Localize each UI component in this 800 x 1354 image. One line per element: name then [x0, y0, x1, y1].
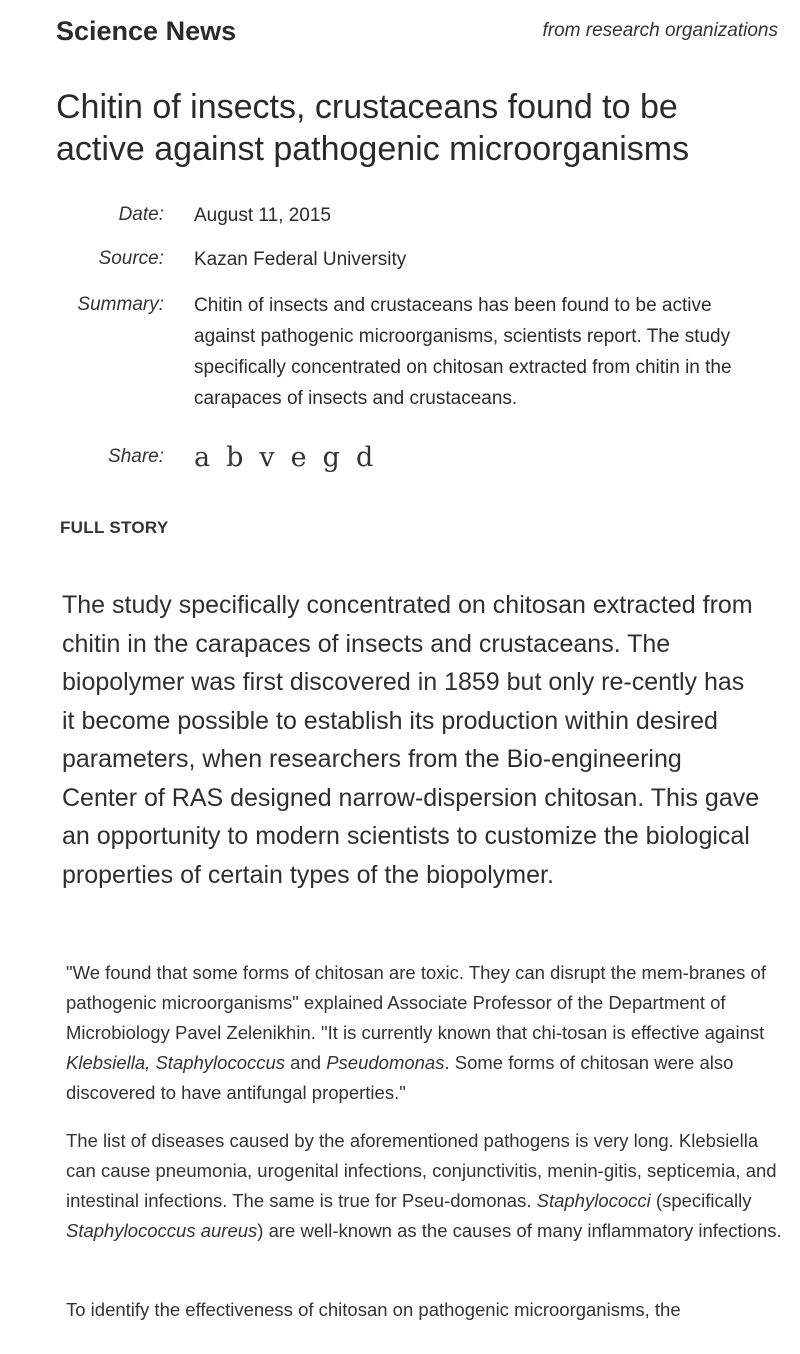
lead-paragraph: The study specifically concentrated on chitosan extracted from chitin in the carapaces of insects and crustaceans. The biopolymer was first discovered in 1859 but only re-cently has it become possible to establish its production within desired parameters, when researchers from the Bio-engineering Center of RAS designed narrow-dispersion chitosan. This gave an opportunity to modern scientists to customize the biological properties of certain types of the biopolymer. [62, 591, 760, 889]
source-label: Source: [98, 248, 164, 269]
share-d-icon[interactable]: d [355, 442, 374, 473]
p2-italic-staph-aureus: Staphylococcus aureus [66, 1220, 258, 1241]
date-label: Date: [118, 204, 164, 225]
site-brand[interactable]: Science News [56, 16, 237, 46]
source-value: Kazan Federal University [194, 249, 407, 270]
share-label: Share: [108, 446, 164, 467]
p2-text-c: ) are well-known as the causes of many inflammatory infections. [257, 1220, 782, 1241]
summary-label: Summary: [77, 294, 164, 315]
body-paragraph-2 [66, 1126, 782, 1246]
article-headline: Chitin of insects, crustaceans found to be active against pathogenic microorganisms [56, 88, 690, 168]
site-tagline: from research organizations [542, 20, 778, 41]
share-v-icon[interactable]: v [259, 442, 275, 473]
share-a-icon[interactable]: a [194, 442, 211, 473]
body-paragraph-3: To identify the effectiveness of chitosan on pathogenic microorganisms, the [66, 1299, 681, 1320]
p1-italic-genera: Klebsiella, Staphylococcus [66, 1052, 286, 1073]
share-e-icon[interactable]: e [290, 442, 307, 473]
share-b-icon[interactable]: b [226, 442, 244, 473]
summary-value: Chitin of insects and crustaceans has been found to be active against pathogenic microorganisms, scientists report. The study specifically concentrated on chitosan extracted from chitin in the carapaces of insects and crustaceans. [194, 295, 732, 409]
p2-text-a: The list of diseases caused by the aforementioned pathogens is very long. Klebsiella can cause pneumonia, urogenital infections, conjunctivitis, menin-gitis, septicemia, and intestinal infections. The same is true for Pseu-domonas. [66, 1130, 777, 1211]
share-icons [194, 442, 373, 473]
full-story-label: FULL STORY [60, 518, 169, 537]
p1-italic-pseudomonas: Pseudomonas [326, 1052, 445, 1073]
p2-italic-staphylococci: Staphylococci [536, 1190, 651, 1211]
p1-text-b: and [285, 1052, 327, 1073]
share-g-icon[interactable]: g [322, 442, 340, 473]
p2-text-b: (specifically [650, 1190, 752, 1211]
p1-text-c: . Some forms of chitosan were also discovered to have antifungal properties." [66, 1052, 734, 1103]
body-paragraph-1 [66, 958, 782, 1108]
date-value: August 11, 2015 [194, 205, 331, 226]
p1-text-a: "We found that some forms of chitosan are toxic. They can disrupt the mem-branes of pathogenic microorganisms" explained Associate Professor of the Department of Microbiology Pavel Zelenikhin. "It is currently known that chi-tosan is effective against [66, 962, 766, 1043]
